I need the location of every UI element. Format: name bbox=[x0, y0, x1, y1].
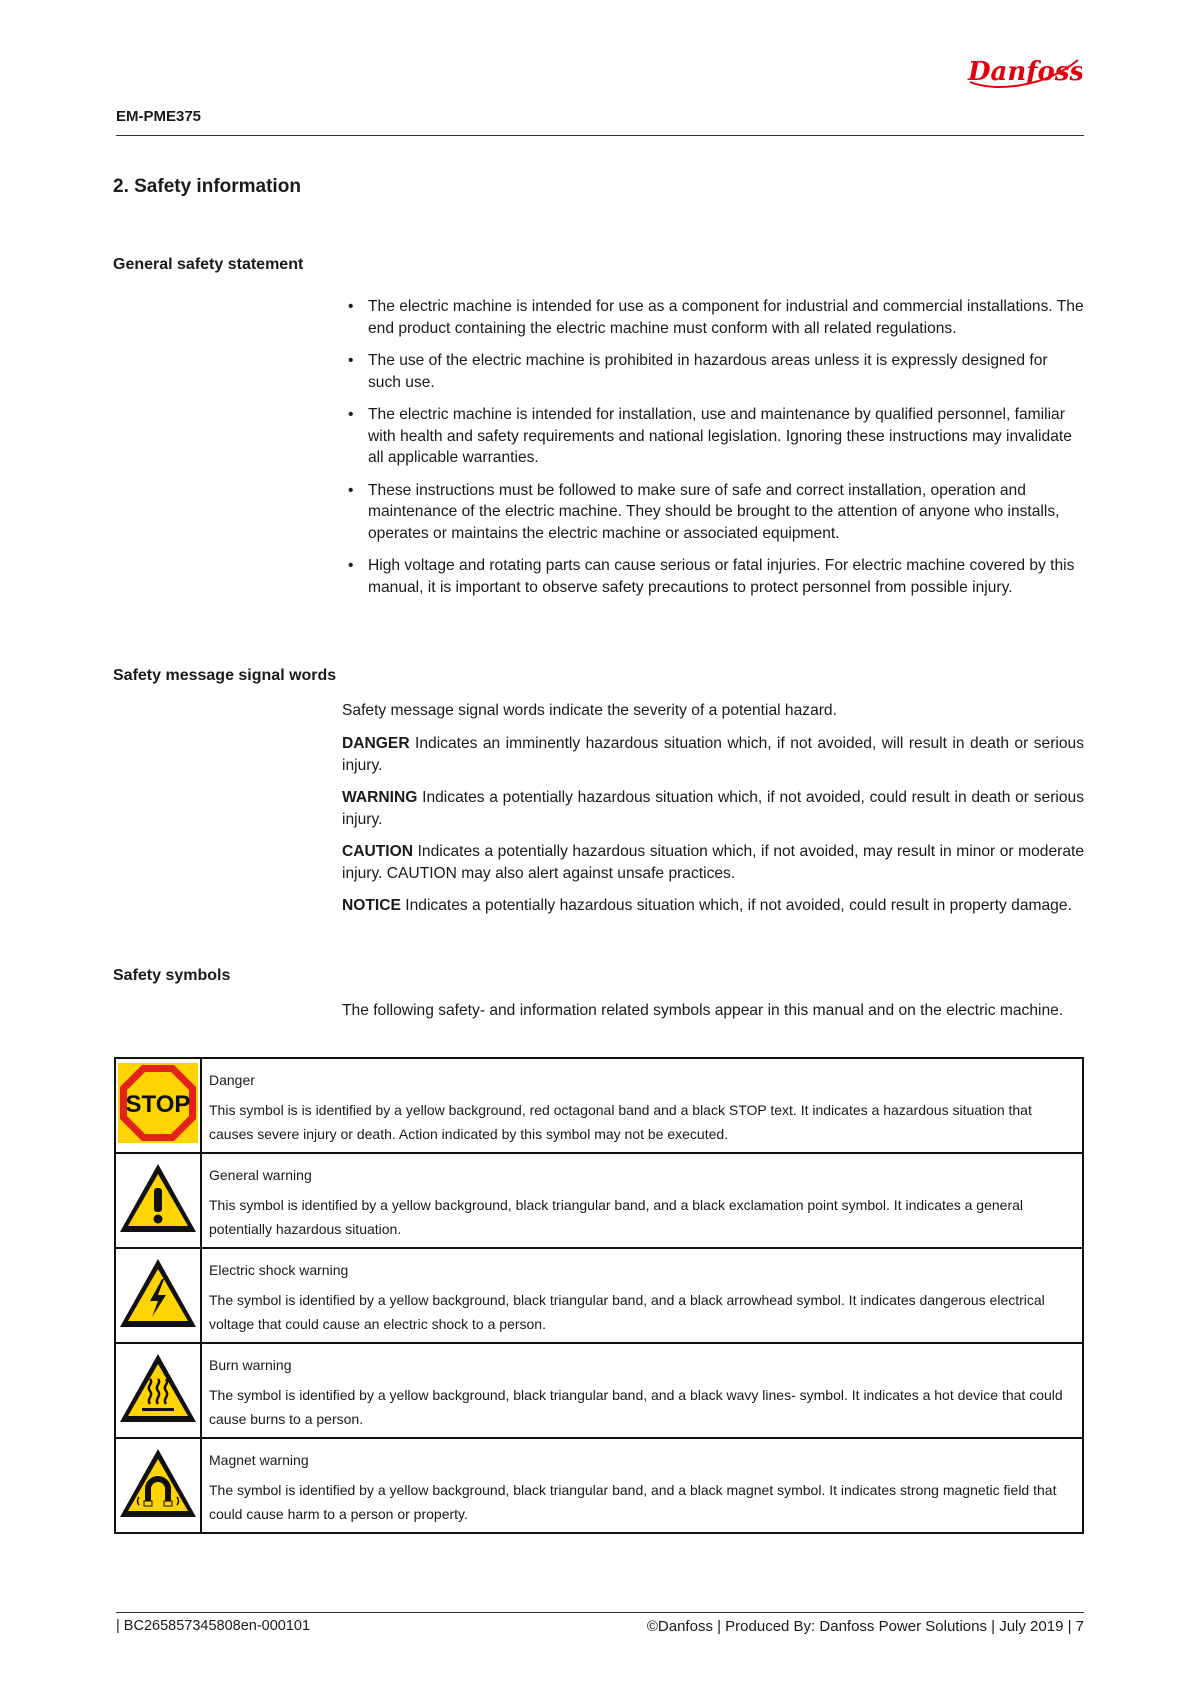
safety-symbols-intro: The following safety- and information related symbols appear in this manual and on the electric machine. bbox=[342, 1002, 1064, 1019]
document-number: | BC265857345808en-000101 bbox=[116, 1618, 311, 1634]
symbol-text-cell bbox=[201, 1248, 1083, 1343]
stop-sign-icon bbox=[118, 1063, 198, 1143]
danfoss-logo bbox=[964, 52, 1082, 96]
table-row bbox=[115, 1343, 1083, 1438]
signal-word-text: Indicates a potentially hazardous situation which, if not avoided, could result in property damage. bbox=[405, 897, 1072, 914]
svg-text:STOP: STOP bbox=[125, 1091, 191, 1118]
symbol-icon-cell bbox=[115, 1343, 201, 1438]
symbol-icon-cell bbox=[115, 1058, 201, 1153]
symbol-name: General warning bbox=[209, 1167, 312, 1183]
symbol-name: Electric shock warning bbox=[209, 1262, 349, 1278]
list-item: • High voltage and rotating parts can cause serious or fatal injuries. For electric machine covered by this manual, it is important to observe safety precautions to protect personnel from possible injury. bbox=[344, 555, 1084, 598]
symbol-text-cell bbox=[201, 1058, 1083, 1153]
symbol-icon-cell bbox=[115, 1153, 201, 1248]
symbol-description: The symbol is identified by a yellow background, black triangular band, and a black wavy lines- symbol. It indicates a hot device that could cause burns to a person. bbox=[209, 1387, 1063, 1427]
table-row bbox=[115, 1058, 1083, 1153]
svg-text:Danfoss: Danfoss bbox=[968, 57, 1082, 87]
symbol-description: This symbol is identified by a yellow background, black triangular band, and a black exclamation point symbol. It indicates a general potentially hazardous situation. bbox=[209, 1197, 1023, 1237]
footer-divider bbox=[116, 1612, 1084, 1613]
symbol-name: Burn warning bbox=[209, 1357, 292, 1373]
list-item: • The electric machine is intended for installation, use and maintenance by qualified personnel, familiar with health and safety requirements and national legislation. Ignoring these instructions may invalidate all applicable warranties. bbox=[344, 404, 1084, 469]
signal-word-text: Indicates a potentially hazardous situation which, if not avoided, could result in death or serious injury. bbox=[342, 789, 1084, 828]
general-safety-heading: General safety statement bbox=[113, 256, 304, 273]
list-item: • These instructions must be followed to make sure of safe and correct installation, operation and maintenance of the electric machine. They should be brought to the attention of anyone who installs, operates or maintains the electric machine or associated equipment. bbox=[344, 480, 1084, 545]
signal-word-text: Indicates an imminently hazardous situation which, if not avoided, will result in death or serious injury. bbox=[342, 735, 1084, 774]
signal-word-label: WARNING bbox=[342, 789, 418, 806]
footer-copyright: ©Danfoss | Produced By: Danfoss Power Solutions | July 2019 | 7 bbox=[646, 1618, 1084, 1635]
burn-warning-icon bbox=[118, 1352, 198, 1424]
list-item: • The electric machine is intended for use as a component for industrial and commercial installations. The end product containing the electric machine must conform with all related regulations. bbox=[344, 296, 1084, 339]
table-row bbox=[115, 1248, 1083, 1343]
symbol-description: This symbol is is identified by a yellow background, red octagonal band and a black STOP text. It indicates a hazardous situation that causes severe injury or death. Action indicated by this symbol may not be executed. bbox=[209, 1102, 1032, 1142]
symbol-description: The symbol is identified by a yellow background, black triangular band, and a black magnet symbol. It indicates strong magnetic field that could cause harm to a person or property. bbox=[209, 1482, 1057, 1522]
signal-word-label: NOTICE bbox=[342, 897, 401, 914]
document-code: EM-PME375 bbox=[116, 108, 202, 125]
table-row bbox=[115, 1438, 1083, 1533]
safety-symbols-heading: Safety symbols bbox=[113, 967, 231, 984]
signal-words-heading: Safety message signal words bbox=[113, 667, 337, 684]
list-item: • The use of the electric machine is prohibited in hazardous areas unless it is expressly designed for such use. bbox=[344, 350, 1084, 393]
signal-word-danger bbox=[342, 733, 1084, 776]
signal-word-caution bbox=[342, 841, 1084, 884]
symbol-text-cell bbox=[201, 1153, 1083, 1248]
general-safety-list bbox=[344, 296, 1084, 609]
symbol-name: Danger bbox=[209, 1072, 255, 1088]
signal-word-warning bbox=[342, 787, 1084, 830]
magnet-warning-icon bbox=[118, 1447, 198, 1519]
signal-word-text: Indicates a potentially hazardous situation which, if not avoided, may result in minor or moderate injury. CAUTION may also alert against unsafe practices. bbox=[342, 843, 1084, 882]
signal-word-label: CAUTION bbox=[342, 843, 414, 860]
safety-symbols-table bbox=[114, 1057, 1084, 1534]
symbol-text-cell bbox=[201, 1343, 1083, 1438]
symbol-description: The symbol is identified by a yellow background, black triangular band, and a black arrowhead symbol. It indicates dangerous electrical voltage that could cause an electric shock to a person. bbox=[209, 1292, 1045, 1332]
table-row bbox=[115, 1153, 1083, 1248]
symbol-text-cell bbox=[201, 1438, 1083, 1533]
section-title: 2. Safety information bbox=[113, 176, 301, 197]
header-divider bbox=[116, 135, 1084, 136]
signal-word-notice bbox=[342, 895, 1084, 917]
symbol-icon-cell bbox=[115, 1438, 201, 1533]
symbol-icon-cell bbox=[115, 1248, 201, 1343]
signal-words-intro: Safety message signal words indicate the severity of a potential hazard. bbox=[342, 702, 837, 719]
signal-word-label: DANGER bbox=[342, 735, 410, 752]
symbol-name: Magnet warning bbox=[209, 1452, 309, 1468]
exclamation-warning-icon bbox=[118, 1162, 198, 1234]
electric-shock-warning-icon bbox=[118, 1257, 198, 1329]
